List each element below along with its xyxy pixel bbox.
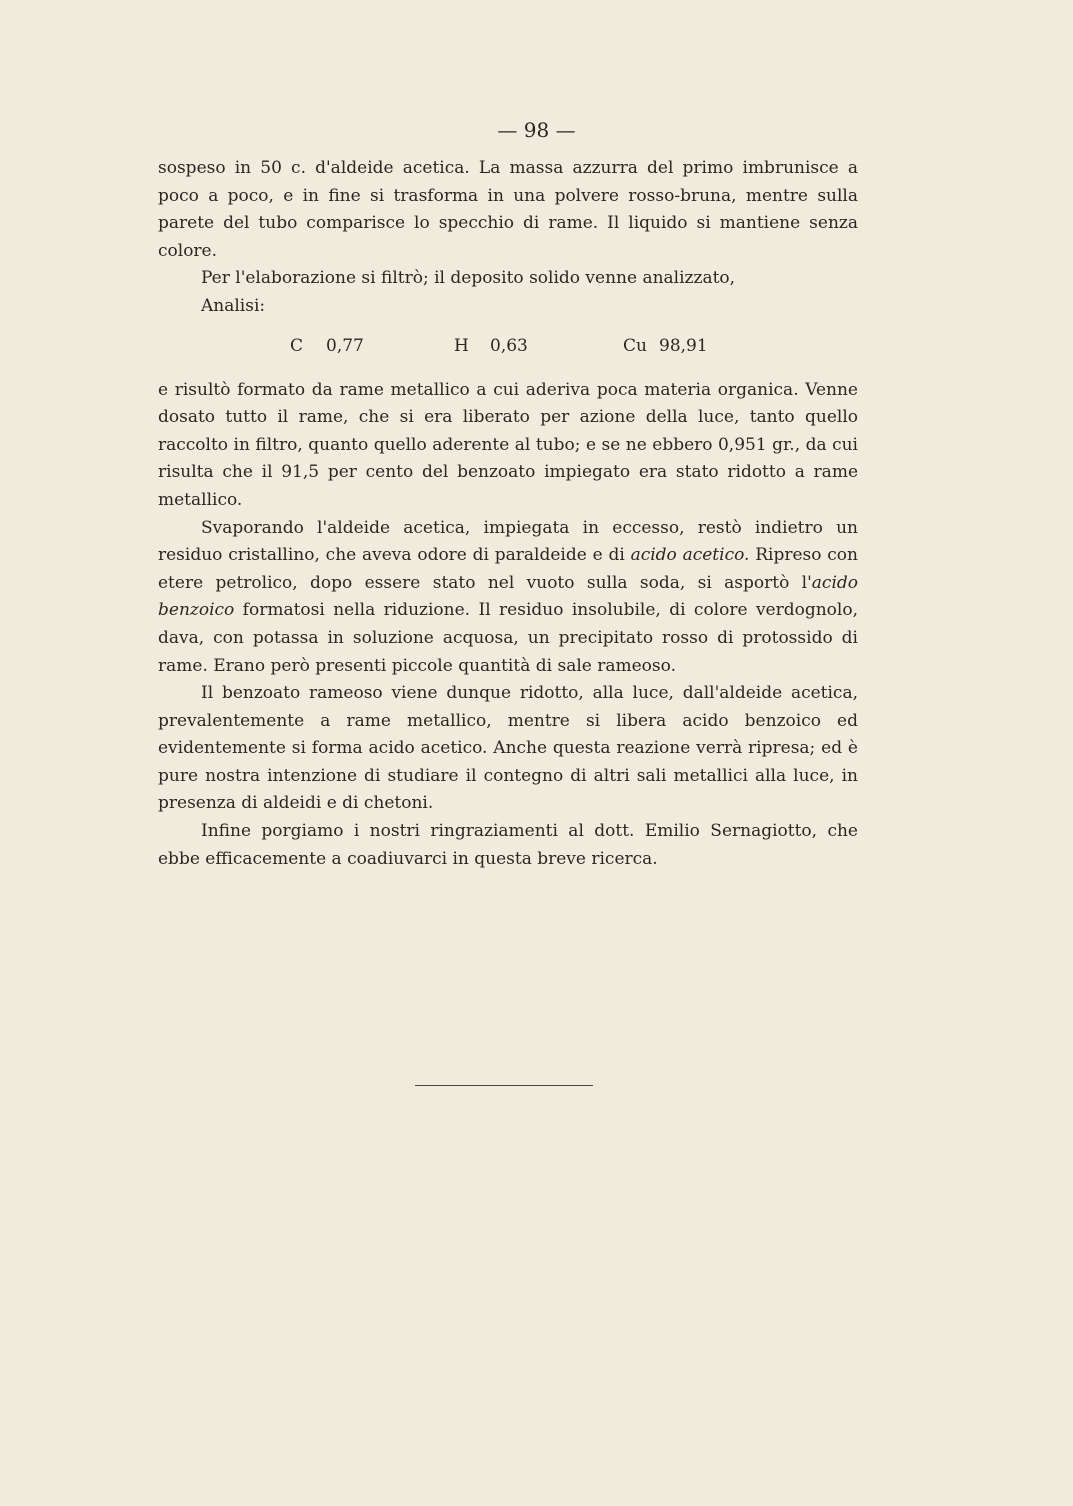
paragraph-4 — [158, 515, 858, 681]
italic-acido-acetico: acido acetico. — [630, 545, 750, 566]
paragraph-4-part-1: Svaporando l'aldeide acetica, impiegata in eccesso, restò indietro un residuo cristallino, che aveva odore di paraldeide e di — [158, 517, 858, 566]
paragraph-1: sospeso in 50 c. d'aldeide acetica. La massa azzurra del primo imbrunisce a poco a poco, e in fine si trasforma in una polvere rosso-bruna, mentre sulla parete del tubo comparisce lo specchio di rame. Il liquido si mantiene senza colore. — [158, 158, 858, 261]
paragraph-4-part-3: formatosi nella riduzione. Il residuo insolubile, di colore verdognolo, dava, con potassa in soluzione acquosa, un precipitato rosso di protossido di rame. Erano però presenti piccole quantità di sale rameoso. — [158, 600, 858, 676]
paragraph-2: Per l'elaborazione si filtrò; il deposito solido venne analizzato, — [201, 268, 736, 289]
paragraph-4-part-2: Ripreso con etere petrolico, dopo essere stato nel vuoto sulla soda, si asportò l' — [158, 545, 858, 593]
end-rule — [415, 1085, 593, 1086]
page-number: — 98 — — [497, 118, 576, 142]
analysis-results — [158, 321, 858, 377]
element-value: 0,77 — [326, 335, 364, 356]
italic-acido-benzoico: acido benzoico — [158, 572, 858, 621]
element-symbol: H — [454, 335, 469, 356]
analysis-item-copper — [623, 333, 708, 361]
element-value: 98,91 — [659, 335, 708, 356]
analysis-label: Analisi: — [201, 295, 266, 316]
paragraph-6: Infine porgiamo i nostri ringraziamenti al dott. Emilio Sernagiotto, che ebbe efficacemente a coadiuvarci in questa breve ricerca. — [158, 821, 858, 869]
paragraph-5: Il benzoato rameoso viene dunque ridotto, alla luce, dall'aldeide acetica, prevalentemente a rame metallico, mentre si libera acido benzoico ed evidentemente si forma acido acetico. Anche questa reazione verrà ripresa; ed è pure nostra intenzione di studiare il contegno di altri sali metallici alla luce, in presenza di aldeidi e di chetoni. — [158, 683, 858, 814]
element-symbol: C — [290, 335, 304, 356]
body-text — [158, 155, 858, 873]
element-value: 0,63 — [490, 335, 528, 356]
analysis-item-hydrogen — [454, 333, 528, 361]
paragraph-3: e risultò formato da rame metallico a cui aderiva poca materia organica. Venne dosato tutto il rame, che si era liberato per azione della luce, tanto quello raccolto in filtro, quanto quello aderente al tubo; e se ne ebbero 0,951 gr., da cui risulta che il 91,5 per cento del benzoato impiegato era stato ridotto a rame metallico. — [158, 379, 858, 510]
analysis-item-carbon — [290, 333, 364, 361]
element-symbol: Cu — [623, 335, 647, 356]
